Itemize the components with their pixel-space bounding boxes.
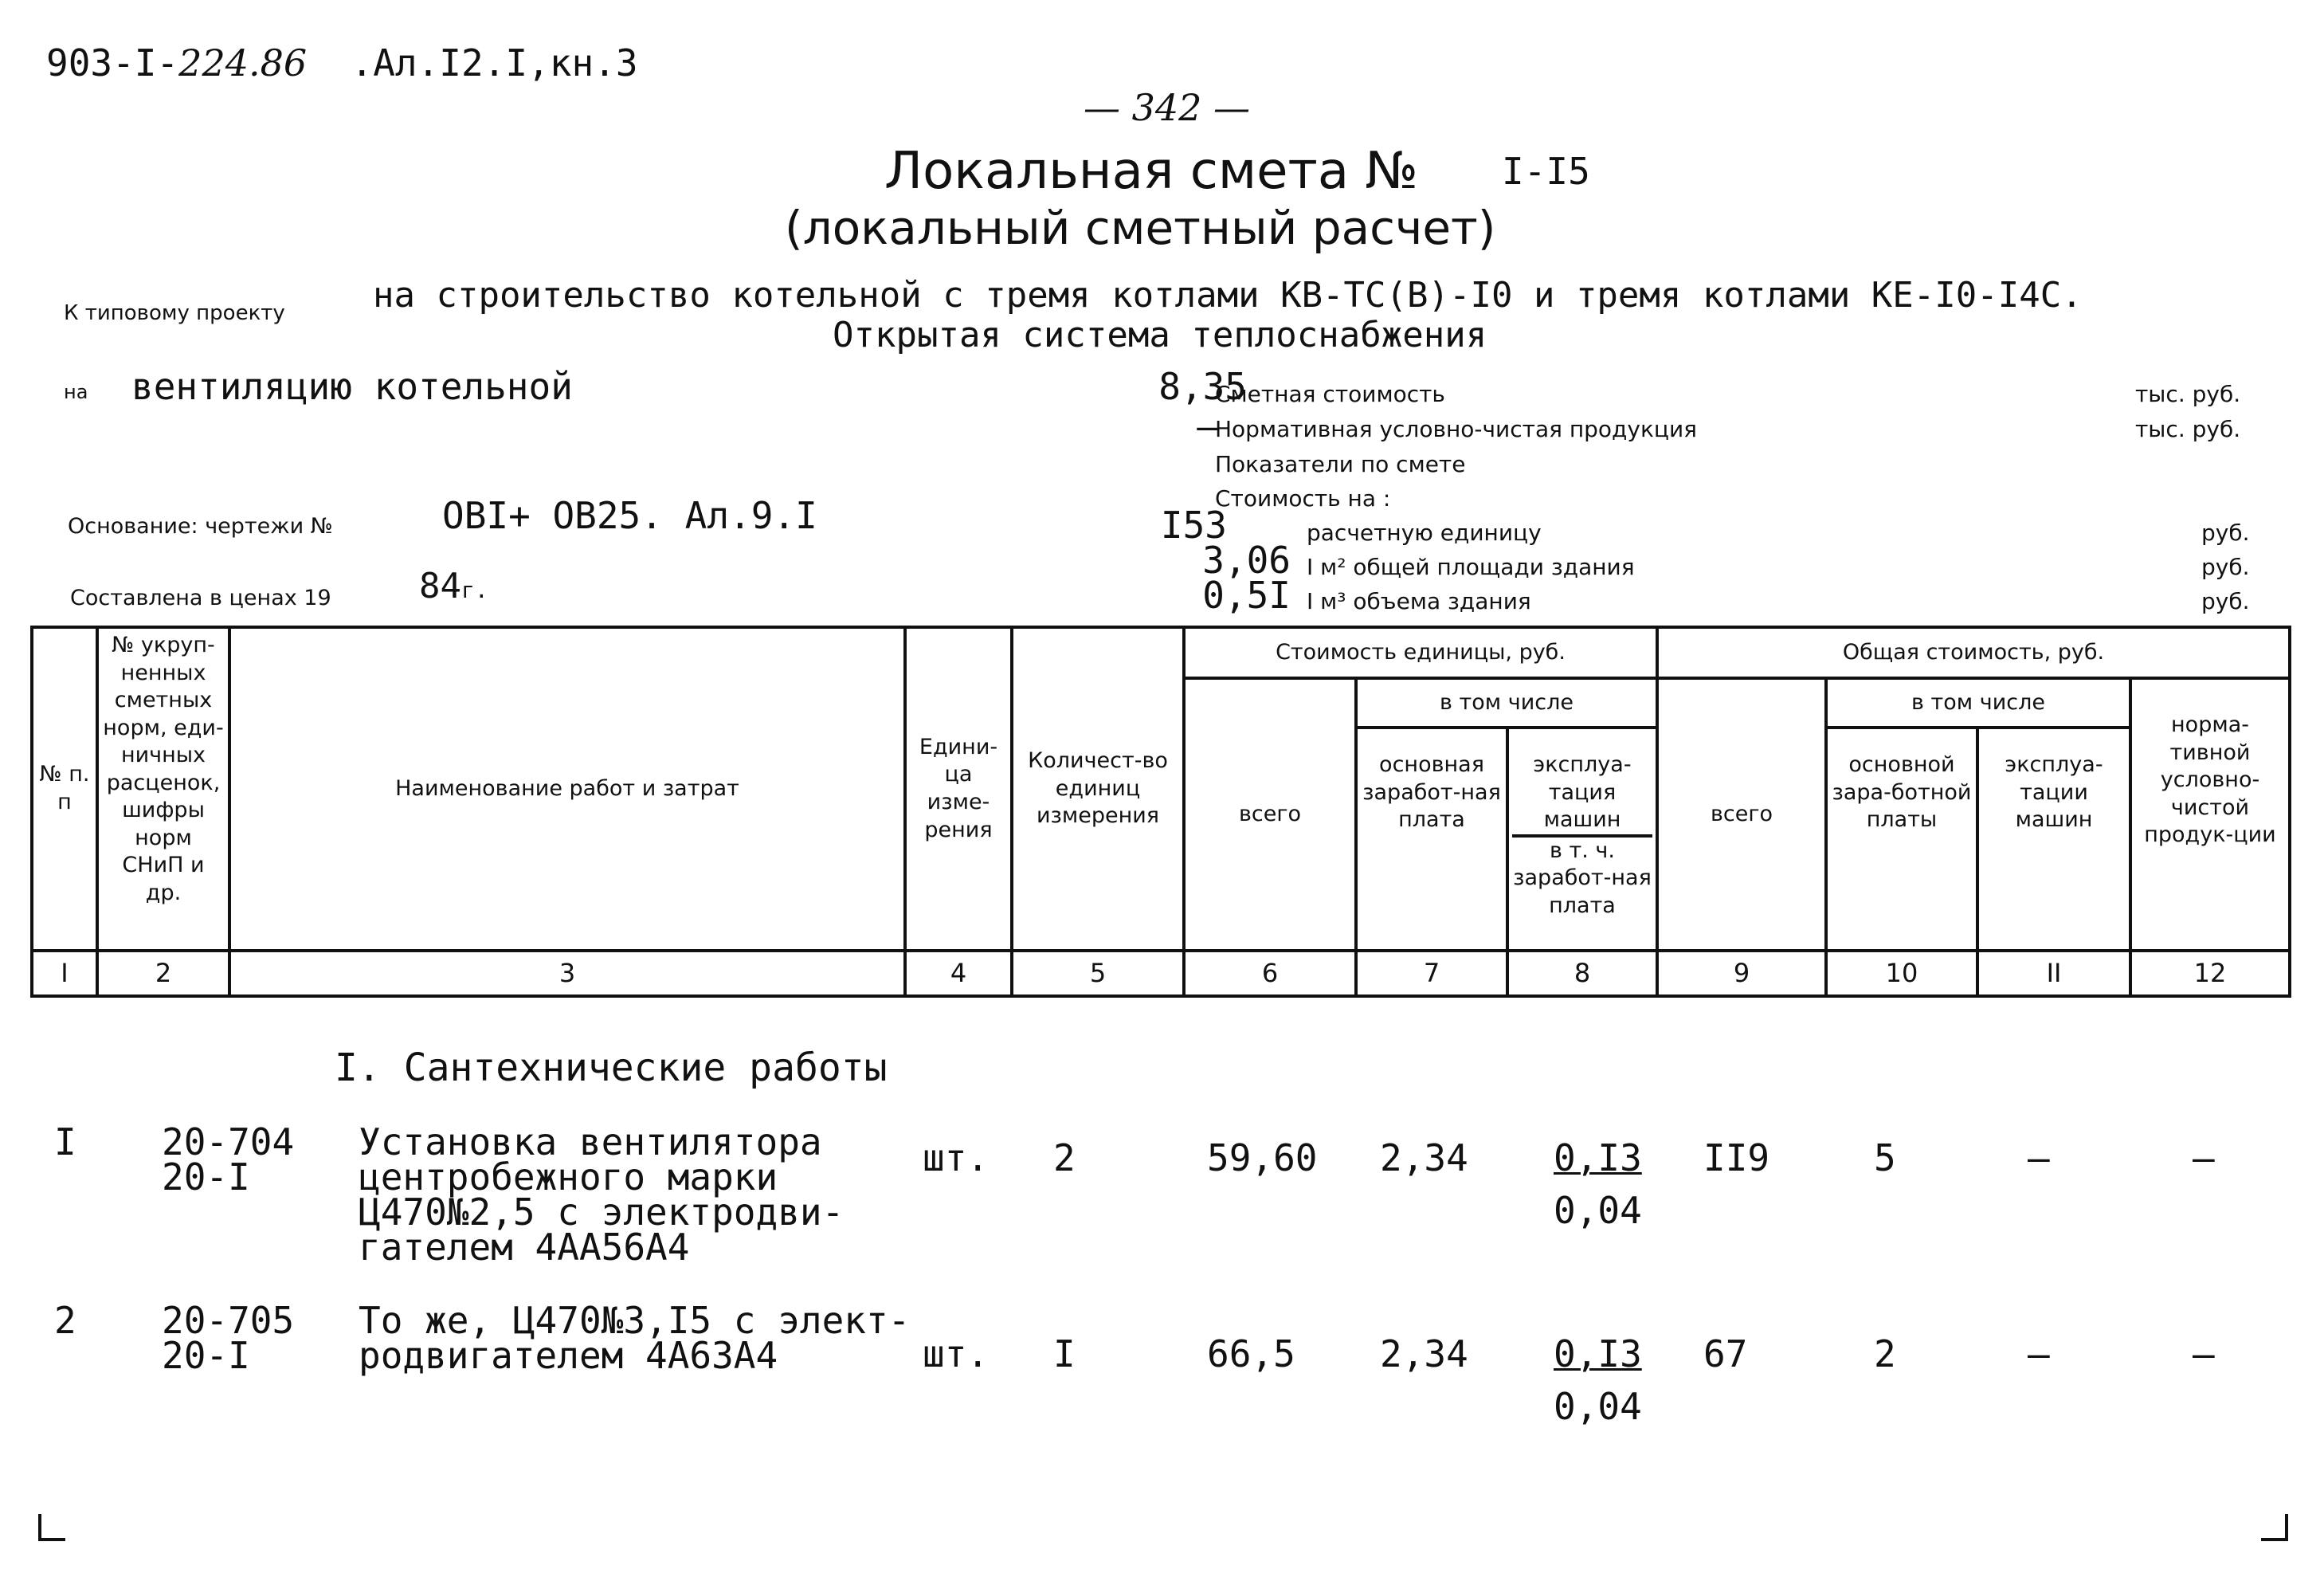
code-handwritten: 224.86 bbox=[178, 41, 308, 84]
col-number: 3 bbox=[229, 951, 905, 996]
subtitle-text: (локальный сметный расчет) bbox=[785, 201, 1496, 255]
col-group-unit-incl: в том числе bbox=[1356, 678, 1657, 728]
col-header-total-machines: эксплуа-тации машин bbox=[1977, 728, 2130, 951]
row-code-2: 20-I bbox=[162, 1155, 250, 1198]
col-group-unit-cost: Стоимость единицы, руб. bbox=[1184, 627, 1657, 678]
row-total-machines: – bbox=[2028, 1332, 2050, 1375]
col-header-net-product: норма-тивной условно-чистой продук-ции bbox=[2130, 678, 2290, 951]
unit-cost-unit: руб. bbox=[2201, 520, 2250, 546]
project-to-label: К типовому проекту bbox=[64, 301, 285, 325]
row-net-product: – bbox=[2193, 1332, 2215, 1375]
code-suffix: .Ал.I2.I,кн.3 bbox=[351, 41, 638, 84]
volume-cost-unit: руб. bbox=[2201, 588, 2250, 614]
col-number: II bbox=[1977, 951, 2130, 996]
col-header-wage: основная заработ-ная плата bbox=[1356, 728, 1507, 951]
document-code bbox=[46, 41, 638, 84]
col-number: 8 bbox=[1507, 951, 1657, 996]
col-number: 10 bbox=[1826, 951, 1977, 996]
row-unit-wage: 2,34 bbox=[1380, 1136, 1468, 1179]
row-unit-machines-wage: 0,04 bbox=[1554, 1385, 1642, 1428]
col-number: 9 bbox=[1657, 951, 1826, 996]
area-cost-label: I м² общей площади здания bbox=[1307, 554, 1635, 580]
code-prefix: 903-I- bbox=[46, 41, 179, 84]
row-unit: шт. bbox=[923, 1136, 990, 1179]
row-unit-total: 66,5 bbox=[1207, 1332, 1295, 1375]
row-net-product: – bbox=[2193, 1136, 2215, 1179]
row-quantity: 2 bbox=[1053, 1136, 1076, 1179]
indicators-label: Показатели по смете bbox=[1215, 451, 1466, 477]
row-total: 67 bbox=[1703, 1332, 1748, 1375]
section-title: I. Сантехнические работы bbox=[335, 1046, 888, 1090]
row-unit-machines-wage: 0,04 bbox=[1554, 1189, 1642, 1232]
row-code: 20-704 bbox=[162, 1120, 295, 1163]
row-name-line: Ц470№2,5 с электродви- bbox=[359, 1191, 845, 1234]
estimated-cost-label: Сметная стоимость bbox=[1215, 381, 1445, 407]
area-cost-unit: руб. bbox=[2201, 554, 2250, 580]
row-total: II9 bbox=[1703, 1136, 1770, 1179]
net-product-label: Нормативная условно-чистая продукция bbox=[1215, 416, 1697, 442]
volume-cost-label: I м³ объема здания bbox=[1307, 588, 1531, 614]
row-quantity: I bbox=[1053, 1332, 1076, 1375]
col-header-machines bbox=[1507, 728, 1657, 951]
row-number: 2 bbox=[54, 1299, 76, 1342]
row-unit-wage: 2,34 bbox=[1380, 1332, 1468, 1375]
row-total-wage: 2 bbox=[1874, 1332, 1896, 1375]
row-name-line: То же, Ц470№3,I5 с элект- bbox=[359, 1299, 911, 1342]
cost-per-label: Стоимость на : bbox=[1215, 485, 1391, 512]
page-number: — 342 — bbox=[1084, 86, 1251, 129]
row-code-2: 20-I bbox=[162, 1334, 250, 1377]
col-group-total-incl: в том числе bbox=[1826, 678, 2130, 728]
col-header-machines-top: эксплуа-тация машин bbox=[1512, 751, 1652, 838]
net-product-unit: тыс. руб. bbox=[2135, 416, 2241, 442]
net-product-value: – bbox=[1197, 405, 1219, 448]
prices-label: Составлена в ценах 19 bbox=[70, 586, 331, 610]
page-subtitle bbox=[785, 201, 1495, 255]
row-code: 20-705 bbox=[162, 1299, 295, 1342]
col-number: 6 bbox=[1184, 951, 1356, 996]
row-unit-machines: 0,I3 bbox=[1554, 1136, 1642, 1179]
col-header-work-name: Наименование работ и затрат bbox=[229, 627, 905, 951]
row-name-line: гателем 4АА56А4 bbox=[359, 1226, 690, 1269]
row-unit-total: 59,60 bbox=[1207, 1136, 1318, 1179]
estimate-number: I-I5 bbox=[1502, 150, 1590, 193]
col-number: 2 bbox=[97, 951, 229, 996]
row-name-line: центробежного марки bbox=[359, 1155, 778, 1198]
row-total-machines: – bbox=[2028, 1136, 2050, 1179]
row-number: I bbox=[54, 1120, 76, 1163]
col-number: 12 bbox=[2130, 951, 2290, 996]
project-description: на строительство котельной с тремя котлами КВ-ТС(В)-I0 и тремя котлами КЕ-I0-I4С. bbox=[373, 275, 2083, 316]
col-number: 5 bbox=[1012, 951, 1184, 996]
basis-label: Основание: чертежи № bbox=[68, 514, 333, 539]
unit-cost-value: I53 bbox=[1160, 504, 1227, 547]
corner-mark-right bbox=[2261, 1514, 2288, 1541]
row-total-wage: 5 bbox=[1874, 1136, 1896, 1179]
prices-year-value: 84 bbox=[419, 566, 461, 606]
object-name: вентиляцию котельной bbox=[131, 365, 573, 408]
row-unit: шт. bbox=[923, 1332, 990, 1375]
row-name-line: Установка вентилятора bbox=[359, 1120, 822, 1163]
basis-value: ОВI+ ОВ25. Ал.9.I bbox=[442, 494, 817, 537]
col-group-total-cost: Общая стоимость, руб. bbox=[1657, 627, 2290, 678]
object-label: на bbox=[64, 381, 88, 403]
estimate-table bbox=[30, 626, 2291, 998]
col-header-unit: Едини-ца изме-рения bbox=[905, 627, 1012, 951]
col-number: 4 bbox=[905, 951, 1012, 996]
prices-year bbox=[419, 566, 488, 606]
prices-year-suffix: г. bbox=[460, 577, 488, 603]
unit-cost-label: расчетную единицу bbox=[1307, 520, 1542, 546]
row-unit-machines: 0,I3 bbox=[1554, 1332, 1642, 1375]
col-header-total: всего bbox=[1657, 678, 1826, 951]
corner-mark-left bbox=[38, 1514, 65, 1541]
project-heating-system: Открытая система теплоснабжения bbox=[833, 315, 1487, 355]
col-header-norm-code: № укруп-ненных сметных норм, еди-ничных расценок, шифры норм СНиП и др. bbox=[97, 627, 229, 951]
estimated-cost-value: 8,35 bbox=[1158, 365, 1247, 408]
col-number: I bbox=[32, 951, 97, 996]
col-header-total-wage: основной зара-ботной платы bbox=[1826, 728, 1977, 951]
col-header-number: № п. п bbox=[32, 627, 97, 951]
col-number: 7 bbox=[1356, 951, 1507, 996]
row-name-line: родвигателем 4А63А4 bbox=[359, 1334, 778, 1377]
col-header-quantity: Количест-во единиц измерения bbox=[1012, 627, 1184, 951]
volume-cost-value: 0,5I bbox=[1202, 574, 1291, 617]
area-cost-value: 3,06 bbox=[1202, 539, 1291, 582]
col-header-machines-wage: в т. ч. заработ-ная плата bbox=[1513, 838, 1652, 918]
estimated-cost-unit: тыс. руб. bbox=[2135, 381, 2241, 407]
page-title: Локальная смета № bbox=[884, 142, 1418, 201]
col-header-unit-total: всего bbox=[1184, 678, 1356, 951]
